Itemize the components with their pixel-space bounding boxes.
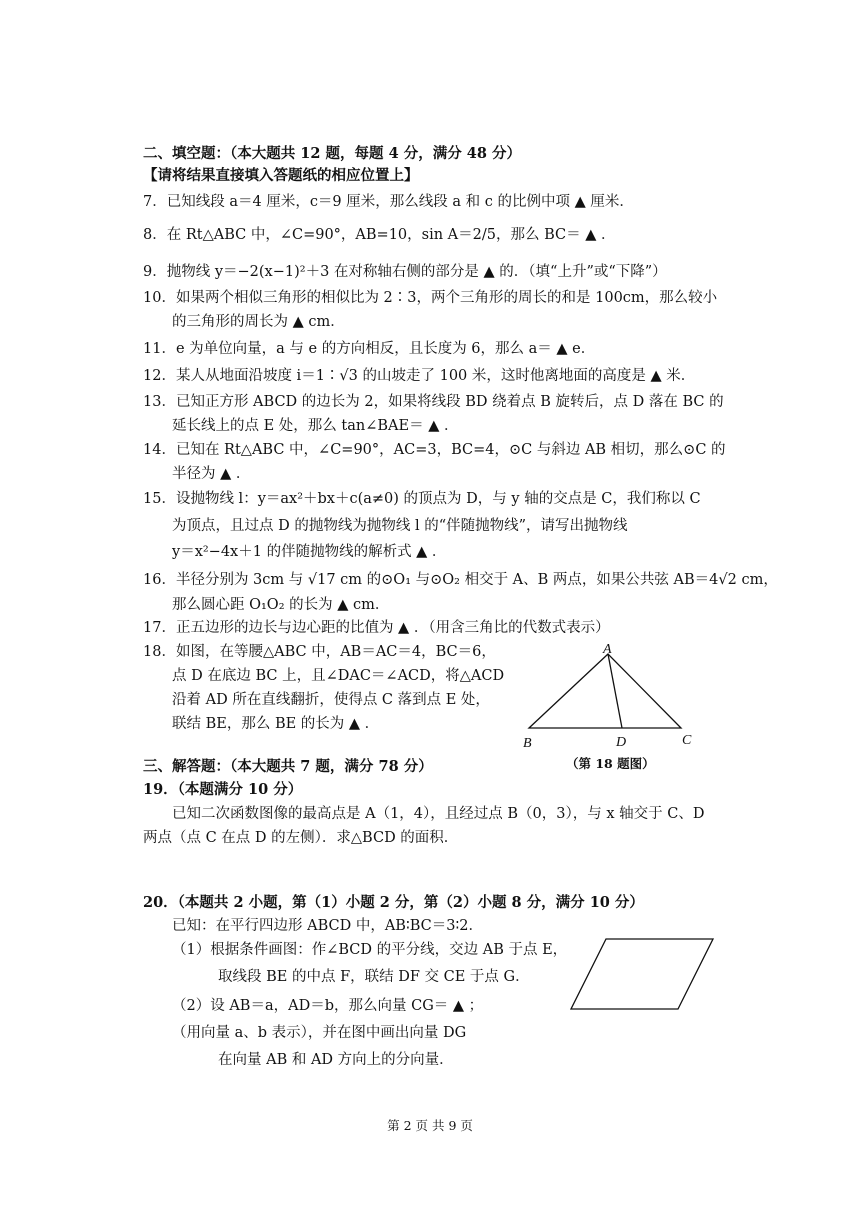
label-d: D xyxy=(616,735,627,750)
label-b: B xyxy=(523,736,532,751)
question-20-line1: 已知：在平行四边形 ABCD 中，AB∶BC＝3∶2． xyxy=(172,918,483,934)
label-c: C xyxy=(682,733,692,748)
question-20-line4: （2）设 AB＝a，AD＝b，那么向量 CG＝ ▲ ； xyxy=(172,998,484,1014)
question-15-line2: 为顶点，且过点 D 的抛物线为抛物线 l 的“伴随抛物线”，请写出抛物线 xyxy=(172,518,628,534)
question-17: 17．正五边形的边长与边心距的比值为 ▲ ．（用含三角比的代数式表示） xyxy=(143,620,610,636)
figure-20-parallelogram xyxy=(568,934,718,1014)
question-20-line5: （用向量 a、b 表示），并在图中画出向量 DG xyxy=(172,1025,467,1041)
label-a: A xyxy=(603,642,612,657)
question-20-line3: 取线段 BE 的中点 F，联结 DF 交 CE 于点 G． xyxy=(218,969,530,985)
question-11: 11．e 为单位向量，a 与 e 的方向相反，且长度为 6，那么 a＝ ▲ e． xyxy=(143,341,596,357)
question-15-line1: 15．设抛物线 l：y＝ax²＋bx＋c(a≠0) 的顶点为 D，与 y 轴的交点是 C，我们称以 C xyxy=(143,491,701,507)
question-9: 9．抛物线 y＝−2(x−1)²＋3 在对称轴右侧的部分是 ▲ 的．（填“上升”或“下降”） xyxy=(143,264,667,280)
question-19-title: 19．（本题满分 10 分） xyxy=(143,781,303,798)
parallelogram-abcd xyxy=(571,939,713,1009)
question-8: 8．在 Rt△ABC 中，∠C=90°，AB=10，sin A＝2/5，那么 BC＝ ▲ ． xyxy=(143,227,616,243)
question-18-line3: 沿着 AD 所在直线翻折，使得点 C 落到点 E 处， xyxy=(172,692,490,708)
question-20-title: 20．（本题共 2 小题，第（1）小题 2 分，第（2）小题 8 分，满分 10 分） xyxy=(143,894,644,911)
question-19-line2: 两点（点 C 在点 D 的左侧）．求△BCD 的面积． xyxy=(143,830,459,846)
question-10-line1: 10．如果两个相似三角形的相似比为 2∶3，两个三角形的周长的和是 100cm，那么较小 xyxy=(143,290,718,306)
question-18-line1: 18．如图，在等腰△ABC 中，AB＝AC＝4，BC＝6， xyxy=(143,644,496,660)
section3-heading: 三、解答题：（本大题共 7 题，满分 78 分） xyxy=(143,758,433,775)
question-16-line1: 16．半径分别为 3cm 与 √17 cm 的⊙O₁ 与⊙O₂ 相交于 A、B 两点，如果公共弦 AB＝4√2 cm， xyxy=(143,572,778,588)
question-14-line2: 半径为 ▲ ． xyxy=(172,466,251,482)
question-18-line4: 联结 BE，那么 BE 的长为 ▲ ． xyxy=(172,716,380,732)
question-13-line1: 13．已知正方形 ABCD 的边长为 2，如果将线段 BD 绕着点 B 旋转后，点 D 落在 BC 的 xyxy=(143,394,724,410)
question-18-line2: 点 D 在底边 BC 上，且∠DAC＝∠ACD，将△ACD xyxy=(172,668,505,684)
question-20-line2: （1）根据条件画图：作∠BCD 的平分线，交边 AB 于点 E， xyxy=(172,942,568,958)
question-12: 12．某人从地面沿坡度 i＝1∶√3 的山坡走了 100 米，这时他离地面的高度是 ▲ 米． xyxy=(143,368,696,384)
question-10-line2: 的三角形的周长为 ▲ cm． xyxy=(172,314,345,330)
figure-18 xyxy=(515,640,705,755)
figure-18-caption: （第 18 题图） xyxy=(566,756,655,771)
section2-instruction: 【请将结果直接填入答题纸的相应位置上】 xyxy=(143,167,419,184)
page-footer: 第 2 页 共 9 页 xyxy=(387,1118,473,1133)
question-14-line1: 14．已知在 Rt△ABC 中，∠C=90°，AC=3，BC=4，⊙C 与斜边 AB 相切，那么⊙C 的 xyxy=(143,442,726,458)
question-7: 7．已知线段 a＝4 厘米，c＝9 厘米，那么线段 a 和 c 的比例中项 ▲ 厘米． xyxy=(143,194,634,210)
segment-ad xyxy=(608,654,622,728)
question-19-line1: 已知二次函数图像的最高点是 A（1，4），且经过点 B（0，3），与 x 轴交于 C、D xyxy=(172,806,705,822)
question-20-line6: 在向量 AB 和 AD 方向上的分向量． xyxy=(218,1052,454,1068)
question-16-line2: 那么圆心距 O₁O₂ 的长为 ▲ cm． xyxy=(172,597,390,613)
section2-heading: 二、填空题：（本大题共 12 题，每题 4 分，满分 48 分） xyxy=(143,145,521,162)
triangle-abc xyxy=(529,654,681,728)
question-13-line2: 延长线上的点 E 处，那么 tan∠BAE＝ ▲ ． xyxy=(172,418,459,434)
question-15-line3: y＝x²−4x＋1 的伴随抛物线的解析式 ▲ ． xyxy=(172,544,447,560)
